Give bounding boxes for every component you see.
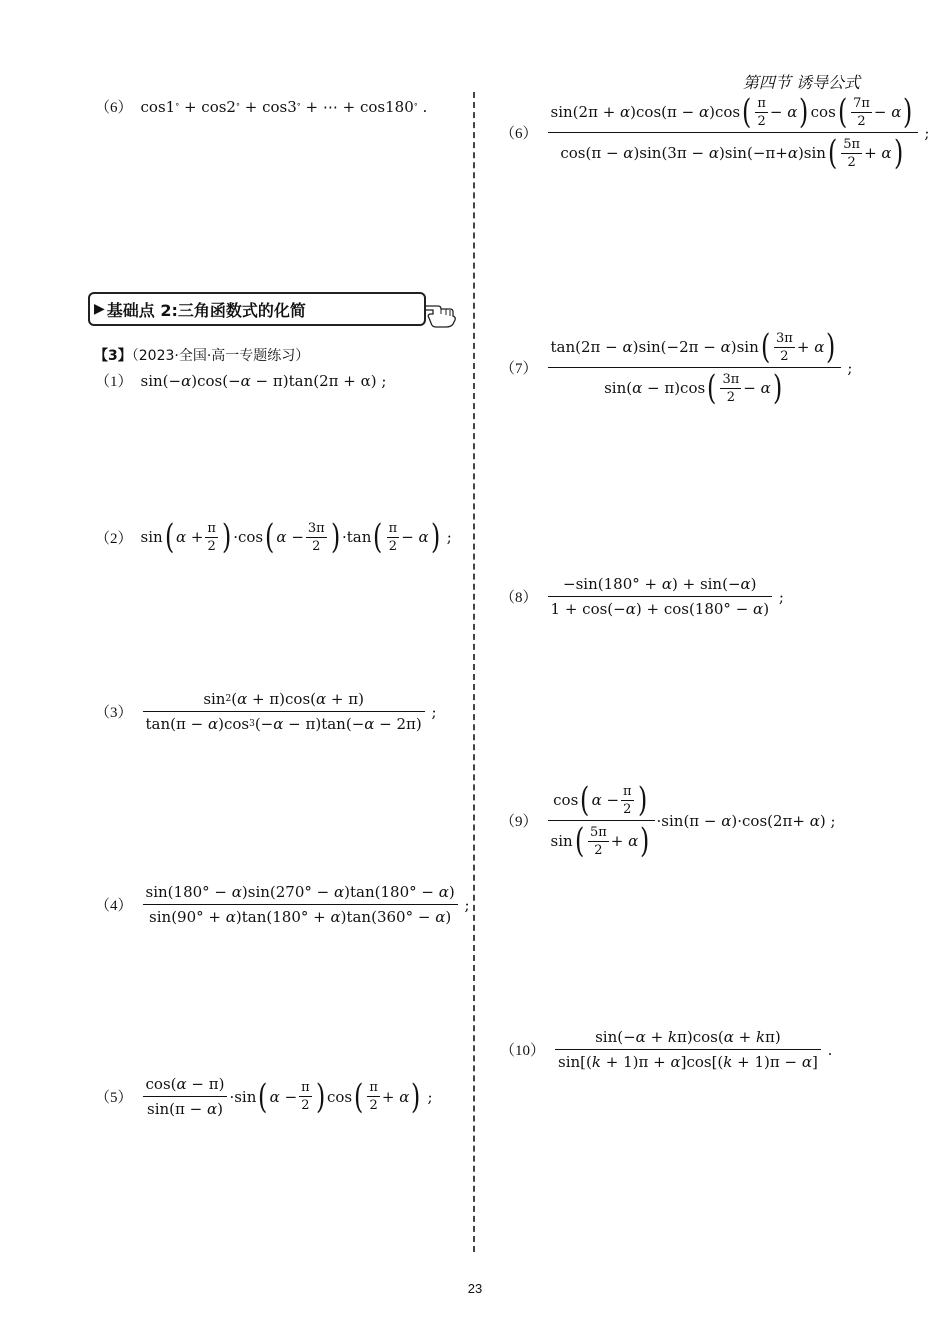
problem-5 [95, 1075, 433, 1118]
problem-number: （5） [95, 1090, 133, 1106]
problem-number: （7） [500, 361, 538, 377]
math-expression: sin(− α + k π)cos( α + k π) sin[( k + 1)π + α ]cos[( k + 1)π − α ] . [553, 1028, 832, 1071]
problem-number: （2） [95, 530, 133, 547]
problem-number: （4） [95, 898, 133, 914]
triangle-icon: ▶ [94, 301, 105, 317]
problem-1 [95, 370, 386, 391]
problem-8 [500, 575, 784, 618]
problem-10 [500, 1028, 832, 1071]
problem-number: （6） [500, 126, 538, 142]
problem-number: （1） [95, 374, 133, 390]
math-expression: cos( α − π) sin(π − α ) ·sin ( α − π 2 ) cos ( π 2 + α ) ; [141, 1075, 433, 1118]
section-banner [88, 292, 426, 326]
column-divider [473, 92, 475, 1252]
page-number: 23 [467, 1281, 483, 1296]
pointing-hand-icon [424, 296, 458, 328]
math-expression: cos ( α − π 2 ) sin ( 5π 2 + α ) ·sin(π − α )·cos(2π+ α ) ; [546, 783, 836, 858]
math-expression: −sin(180° + α ) + sin(− α ) 1 + cos(− α ) + cos(180° − α ) ; [546, 575, 784, 618]
problem-3 [95, 690, 437, 733]
math-expression: cos1 ° + cos2 ° + cos3 ° + ⋯ + cos180 ° . [140, 97, 428, 116]
problem-number: （10） [500, 1043, 546, 1059]
problem-number: （3） [95, 705, 133, 721]
math-expression: sin ( α + π 2 ) ·cos ( α − 3π 2 ) ·tan ( π 2 − α ) ; [141, 520, 452, 554]
source-text: （2023·全国·高一专题练习） [131, 348, 310, 364]
problem-7 [500, 330, 852, 405]
problem-number: （9） [500, 814, 538, 830]
chapter-header: 第四节 诱导公式 [742, 73, 860, 92]
math-expression: tan(2π − α )sin(−2π − α )sin ( 3π 2 + α ) sin( α − π)cos ( 3π 2 − α ) ; [546, 330, 853, 405]
source-label [94, 345, 309, 365]
section-title: 基础点 2:三角函数式的化简 [106, 300, 306, 320]
math-expression: sin(− α )cos(− α − π)tan(2π + α) ; [140, 371, 387, 390]
problem-6 [500, 95, 929, 170]
problem-number: （8） [500, 590, 538, 606]
problem-2 [95, 520, 452, 554]
math-expression: sin(180° − α )sin(270° − α )tan(180° − α ) sin(90° + α )tan(180° + α )tan(360° − α ) ; [141, 883, 470, 926]
problem-prev-6 [95, 96, 427, 117]
problem-4 [95, 883, 470, 926]
problem-number: （6） [95, 100, 133, 116]
math-expression: sin(2π + α )cos(π − α )cos ( π 2 − α ) cos ( 7π 2 − α ) cos(π − α )sin(3π − α )sin(−π+ α )sin ( 5π 2 + α ) ; [546, 95, 930, 170]
problem-9 [500, 783, 836, 858]
source-bracket: 【3】 [94, 348, 132, 364]
math-expression: sin 2 ( α + π)cos( α + π) tan(π − α )cos 3 (− α − π)tan(− α − 2π) ; [141, 690, 437, 733]
